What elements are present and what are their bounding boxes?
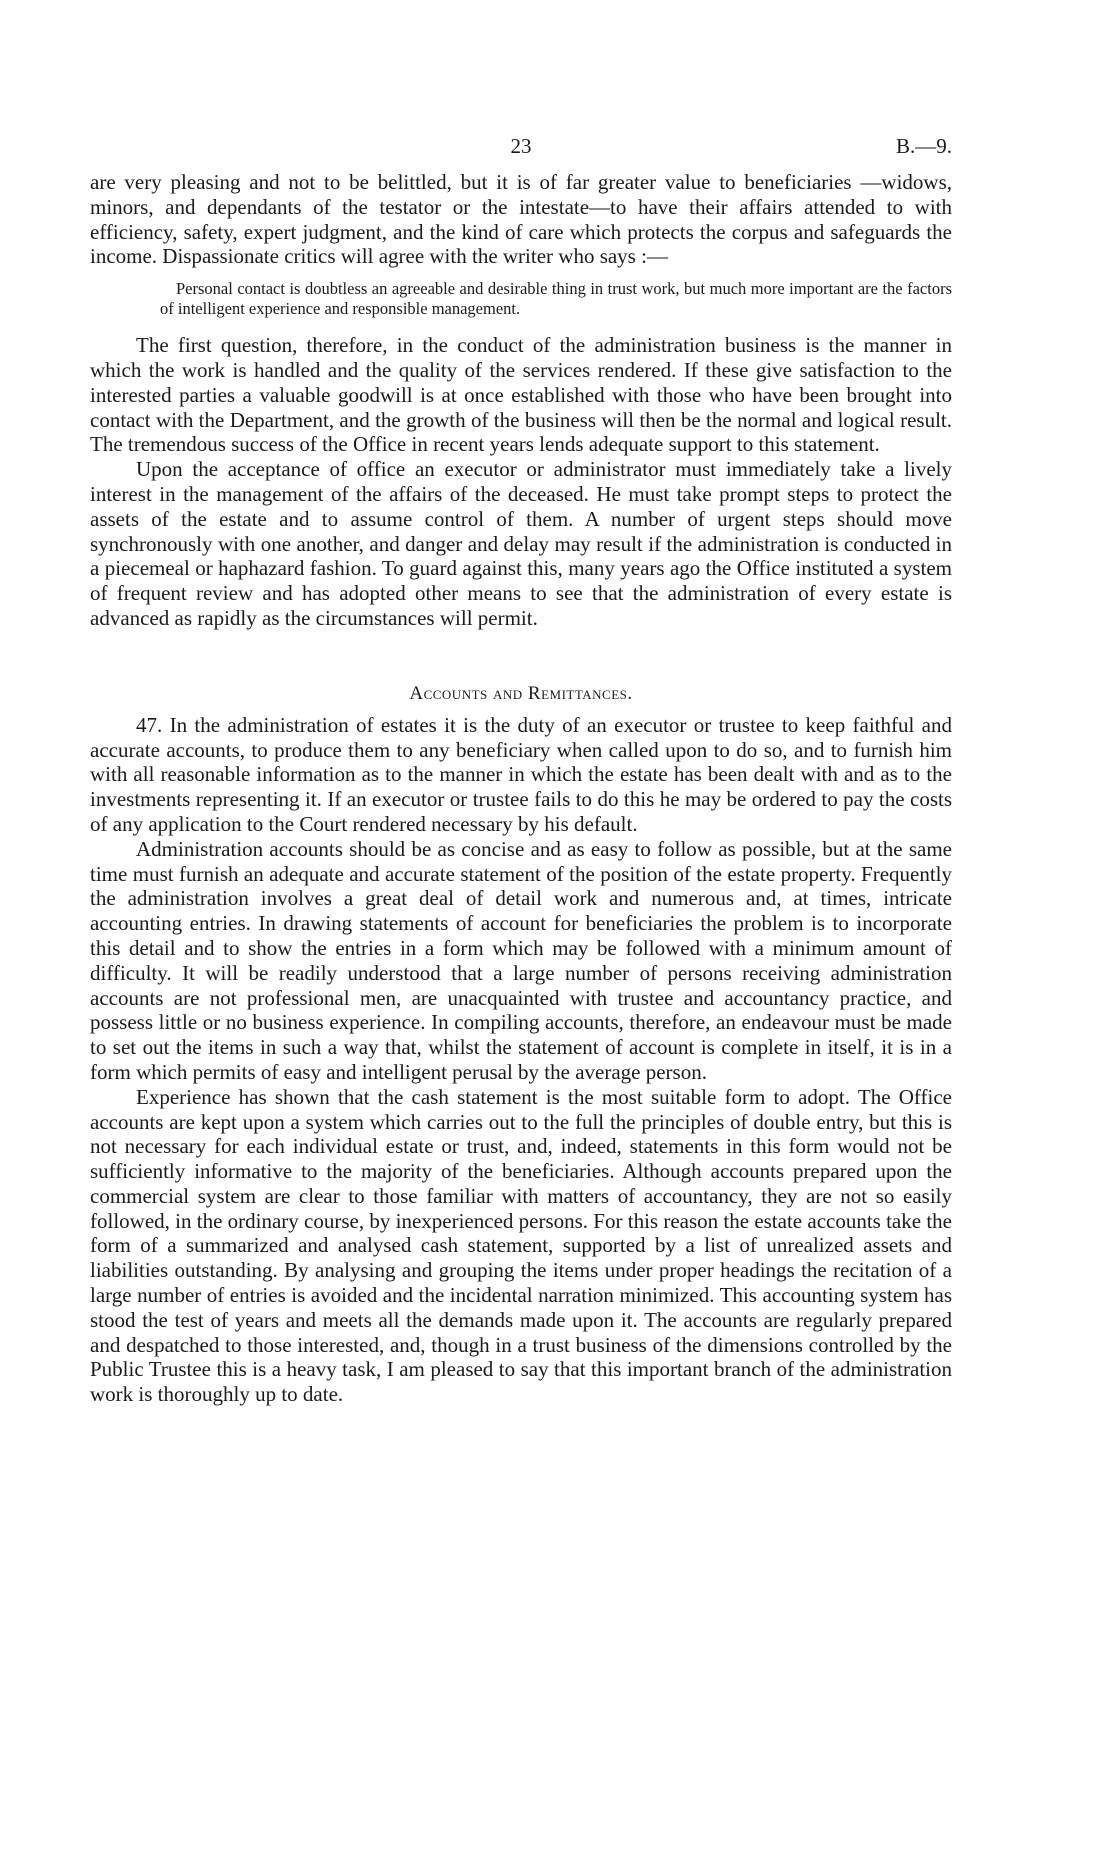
document-reference: B.—9. [895, 134, 952, 158]
paragraph-administration-accounts: Administration accounts should be as concise and as easy to follow as possible, but at the same time must furnish an adequate and accurate statement of the position of the estate property. Frequently the administration involves a great deal of detail work and numerous and, at times, intricate accounting entries. In drawing statements of account for beneficiaries the problem is to incorporate this detail and to show the entries in a form which may be followed with a minimum amount of difficulty. It will be readily understood that a large number of persons receiving administration accounts are not professional men, are unacquainted with trustee and accountancy practice, and possess little or no business experience. In compiling accounts, therefore, an endeavour must be made to set out the items in such a way that, whilst the statement of account is complete in itself, it is in a form which permits of easy and intelligent perusal by the average person. [90, 836, 952, 1084]
paragraph-continuation: are very pleasing and not to be belittled, but it is of far greater value to beneficiaries —widows, minors, and dependants of the testator or the intestate—to have their affairs attended to with efficiency, safety, expert judgment, and the kind of care which protects the corpus and safeguards the income. Dispassionate critics will agree with the writer who says :— [90, 170, 952, 269]
paragraph-47: 47. In the administration of estates it is the duty of an executor or trustee to keep faithful and accurate accounts, to produce them to any beneficiary when called upon to do so, and to furnish him with all reasonable information as to the manner in which the estate has been dealt with and as to the investments representing it. If an executor or trustee fails to do this he may be ordered to pay the costs of any application to the Court rendered necessary by his default. [90, 712, 952, 836]
page-header [90, 134, 952, 170]
paragraph-experience: Experience has shown that the cash statement is the most suitable form to adopt. The Office accounts are kept upon a system which carries out to the full the principles of double entry, but this is not necessary for each individual estate or trust, and, indeed, statements in this form would not be sufficiently informative to the majority of the beneficiaries. Although accounts prepared upon the commercial system are clear to those familiar with matters of accountancy, they are not so easily followed, in the ordinary course, by inexperienced persons. For this reason the estate accounts take the form of a summarized and analysed cash statement, supported by a list of unrealized assets and liabilities outstanding. By analysing and grouping the items under proper headings the recitation of a large number of entries is avoided and the incidental narration minimized. This accounting system has stood the test of years and meets all the demands made upon it. The accounts are regularly prepared and despatched to those interested, and, though in a trust business of the dimensions controlled by the Public Trustee this is a heavy task, I am pleased to say that this important branch of the administration work is thoroughly up to date. [90, 1084, 952, 1407]
paragraph-first-question: The first question, therefore, in the conduct of the administration business is the manner in which the work is handled and the quality of the services rendered. If these give satisfaction to the interested parties a valuable goodwill is at once established with those who have been brought into contact with the Department, and the growth of the business will then be the normal and logical result. The tremendous success of the Office in recent years lends adequate support to this statement. [90, 333, 952, 457]
section-heading: Accounts and Remittances. [409, 682, 633, 704]
document-page [90, 134, 952, 1407]
page-number: 23 [510, 134, 532, 158]
block-quote: Personal contact is doubtless an agreeable and desirable thing in trust work, but much more important are the factors of intelligent experience and responsible management. [160, 279, 952, 319]
paragraph-acceptance-of-office: Upon the acceptance of office an executor or administrator must immediately take a lively interest in the management of the affairs of the deceased. He must take prompt steps to protect the assets of the estate and to assume control of them. A number of urgent steps should move synchronously with one another, and danger and delay may result if the administration is conducted in a piecemeal or haphazard fashion. To guard against this, many years ago the Office instituted a system of frequent review and has adopted other means to see that the administration of every estate is advanced as rapidly as the circumstances will permit. [90, 457, 952, 630]
